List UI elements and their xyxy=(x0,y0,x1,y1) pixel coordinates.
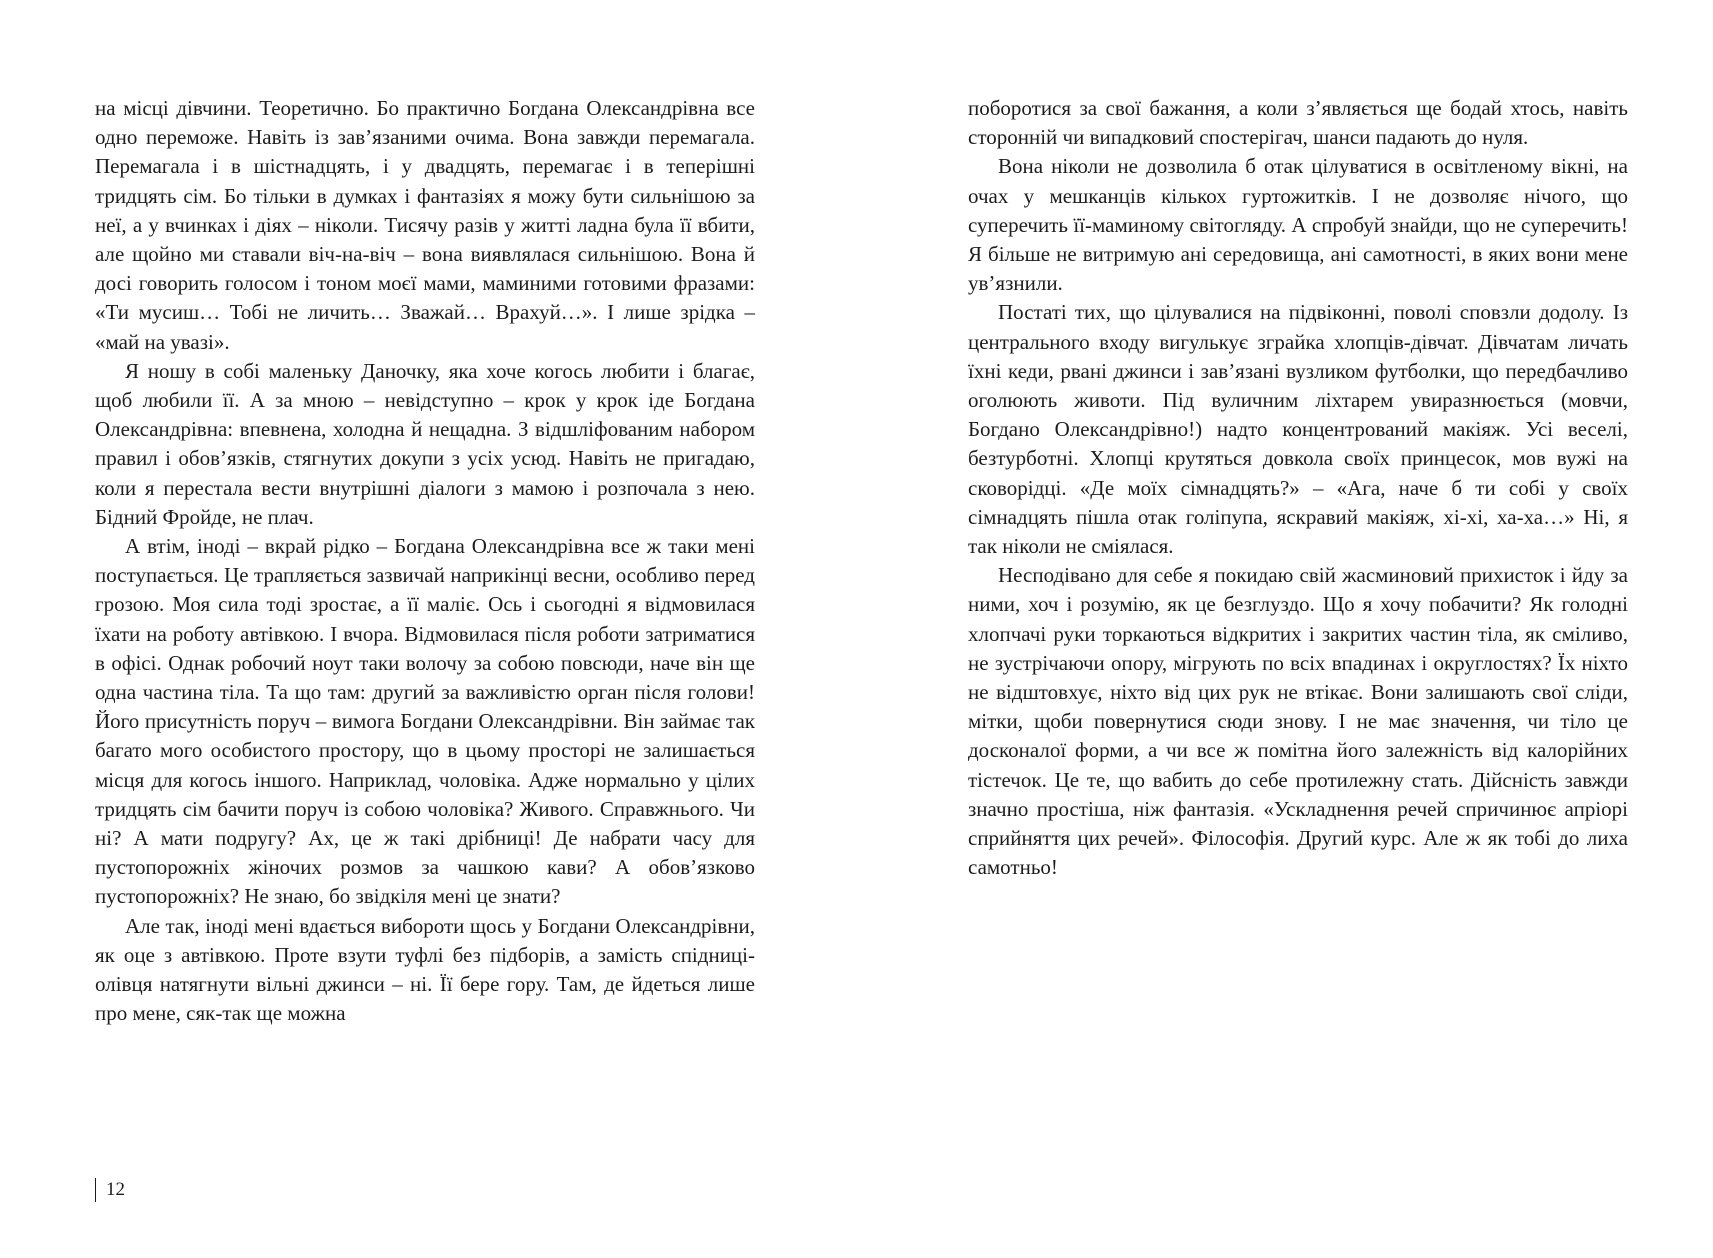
paragraph: на місці дівчини. Теоретично. Бо практично Богдана Олександрівна все одно переможе. Навіть із зав’язаними очима. Вона завжди перемагала. Перемагала і в шістнадцять, і у двадцять, перемагає і в теперішні тридцять сім. Бо тільки в думках і фантазіях я можу бути сильнішою за неї, а у вчинках і діях – ніколи. Тисячу разів у житті ладна була її вбити, але щойно ми ставали віч-на-віч – вона виявлялася сильнішою. Вона й досі говорить голосом і тоном моєї мами, маминими готовими фразами: «Ти мусиш… Тобі не личить… Зважай… Врахуй…». І лише зрідка – «май на увазі». xyxy=(95,96,755,354)
paragraph: Несподівано для себе я покидаю свій жасминовий прихисток і йду за ними, хоч і розумію, як це безглуздо. Що я хочу побачити? Як голодні хлопчачі руки торкаються відкритих і закритих частин тіла, як сміливо, не зустрічаючи опору, мігрують по всіх впадинах і округлостях? Їх ніхто не відштовхує, ніхто від цих рук не втікає. Вони залишають свої сліди, мітки, щоби повернутися сюди знову. І не має значення, чи тіло це досконалої форми, а чи все ж помітна його залежність від калорійних тістечок. Це те, що вабить до себе протилежну стать. Дійсність завжди значно простіша, ніж фантазія. «Ускладнення речей спричинює апріорі сприйняття цих речей». Філософія. Другий курс. Але ж як тобі до лиха самотньо! xyxy=(968,563,1628,880)
paragraph: поборотися за свої бажання, а коли з’являється ще бодай хтось, навіть сторонній чи випадковий спостерігач, шанси падають до нуля. xyxy=(968,96,1628,150)
paragraph: Я ношу в собі маленьку Даночку, яка хоче когось любити і благає, щоб любили її. А за мною – невідступно – крок у крок іде Богдана Олександрівна: впевнена, холодна й нещадна. З відшліфованим набором правил і обов’язків, стягнутих докупи з усіх усюд. Навіть не пригадаю, коли я перестала вести внутрішні діалоги з мамою і розпочала з нею. Бідний Фройде, не плач. xyxy=(95,358,755,529)
right-column xyxy=(968,94,1628,882)
page-footer xyxy=(95,1178,125,1202)
page-number: 12 xyxy=(106,1179,125,1200)
folio-rule xyxy=(95,1178,96,1202)
paragraph: Вона ніколи не дозволила б отак цілуватися в освітленому вікні, на очах у мешканців кількох гуртожитків. І не дозволяє нічого, що суперечить її-маминому світогляду. А спробуй знайди, що не суперечить! Я більше не витримую ані середовища, ані самотності, в яких вони мене ув’язнили. xyxy=(968,154,1628,296)
paragraph: Але так, іноді мені вдається вибороти щось у Богдани Олександрівни, як оце з автівкою. Проте взути туфлі без підборів, а замість спідниці-олівця натягнути вільні джинси – ні. Її бере гору. Там, де йдеться лише про мене, сяк-так ще можна xyxy=(95,913,755,1026)
left-column xyxy=(95,94,755,1029)
paragraph: Постаті тих, що цілувалися на підвіконні, поволі сповзли додолу. Із центрального входу вигулькує зграйка хлопців-дівчат. Дівчатам личать їхні кеди, рвані джинси і зав’язані вузликом футболки, що передбачливо оголюють животи. Під вуличним ліхтарем увиразнюється (мовчи, Богдано Олександрівно!) надто концентрований макіяж. Усі веселі, безтурботні. Хлопці крутяться довкола своїх принцесок, мов вужі на сковорідці. «Де моїх сімнадцять?» – «Ага, наче б ти собі у своїх сімнадцять пішла отак голіпупа, яскравий макіяж, хі-хі, ха-ха…» Ні, я так ніколи не сміялася. xyxy=(968,300,1628,559)
paragraph: А втім, іноді – вкрай рідко – Богдана Олександрівна все ж таки мені поступається. Це трапляється зазвичай наприкінці весни, особливо перед грозою. Моя сила тоді зростає, а її маліє. Ось і сьогодні я відмовилася їхати на роботу автівкою. І вчора. Відмовилася після роботи затриматися в офісі. Однак робочий ноут таки волочу за собою повсюди, наче він ще одна частина тіла. Та що там: другий за важливістю орган після голови! Його присутність поруч – вимога Богдани Олександрівни. Він займає так багато мого особистого простору, що в цьому просторі не залишається місця для когось іншого. Наприклад, чоловіка. Адже нормально у цілих тридцять сім бачити поруч із собою чоловіка? Живого. Справжнього. Чи ні? А мати подругу? Ах, це ж такі дрібниці! Де набрати часу для пустопорожніх жіночих розмов за чашкою кави? А обов’язково пустопорожніх? Не знаю, бо звідкіля мені це знати? xyxy=(95,534,755,909)
